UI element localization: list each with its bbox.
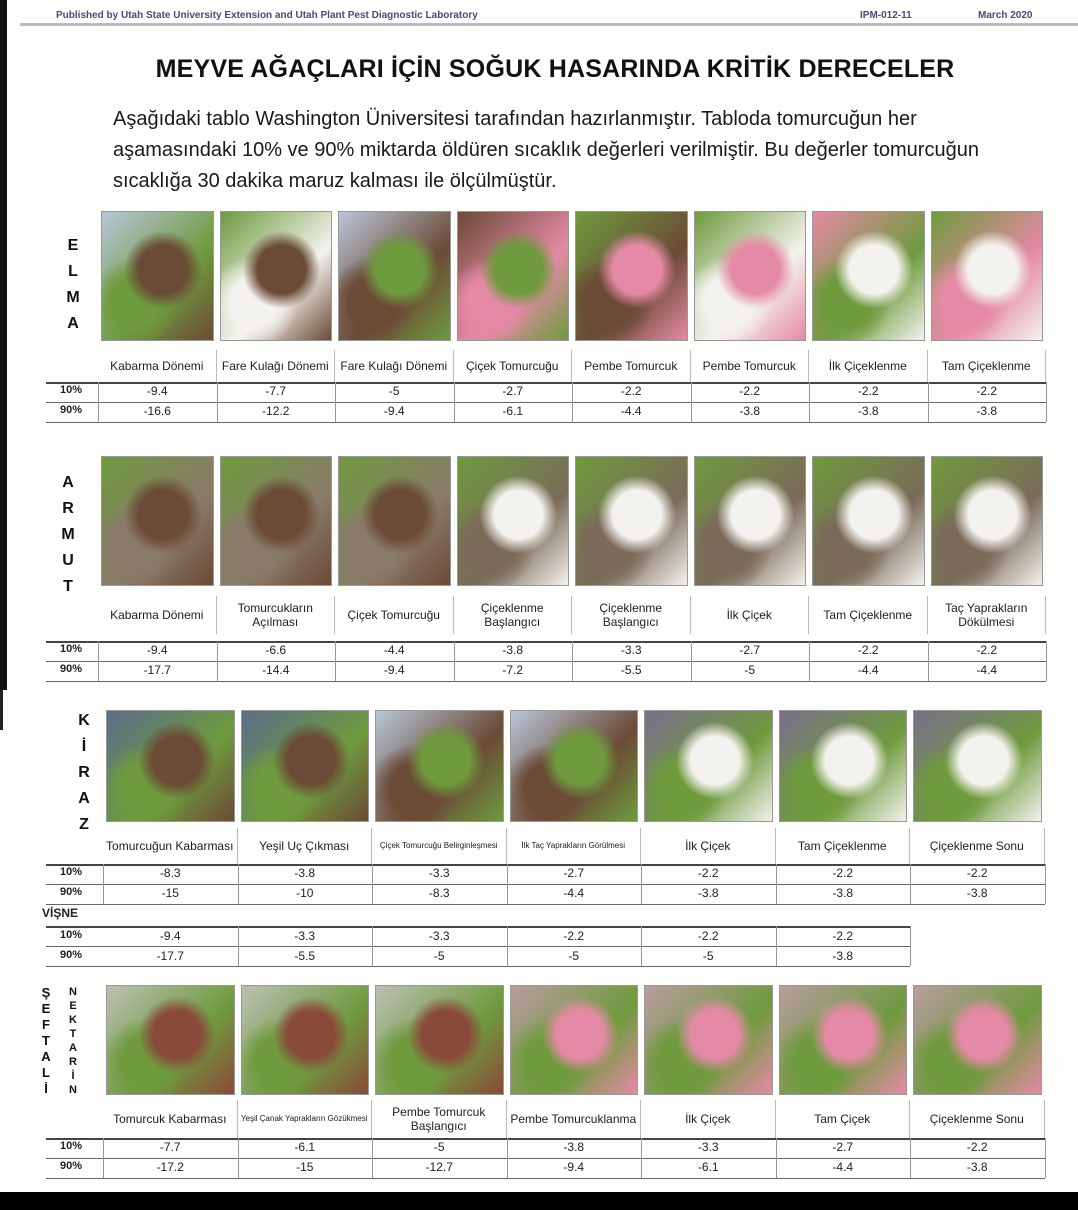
temperature-value: -3.8 <box>976 404 998 418</box>
stage-photo <box>931 211 1044 341</box>
temperature-value: -5 <box>433 949 445 963</box>
percent-label: 10% <box>60 384 83 396</box>
stage-caption: Yeşil Uç Çıkması <box>238 828 373 864</box>
stage-photo <box>644 710 773 822</box>
publication-header <box>20 0 1078 26</box>
temperature-value: -2.7 <box>563 866 585 880</box>
stage-caption: Fare Kulağı Dönemi <box>335 350 454 382</box>
stage-photo <box>644 985 773 1095</box>
stage-photo <box>694 456 807 586</box>
stage-caption: Çiçeklenme Sonu <box>910 828 1045 864</box>
temperature-value: -2.2 <box>563 929 585 943</box>
temperature-value: -5 <box>744 663 756 677</box>
temperature-value: -8.3 <box>428 886 450 900</box>
stage-photo <box>220 456 333 586</box>
table-rule <box>46 1158 1045 1159</box>
temperature-value: -6.1 <box>697 1160 719 1174</box>
page-title: MEYVE AĞAÇLARI İÇİN SOĞUK HASARINDA KRİTİK DERECELER <box>155 55 955 83</box>
stage-caption: Pembe Tomurcuk <box>691 350 810 382</box>
temperature-value: -4.4 <box>857 663 879 677</box>
temperature-value: -7.7 <box>265 384 287 398</box>
section-label: Ş E F T A L İ <box>41 985 51 1096</box>
temperature-value: -2.2 <box>976 643 998 657</box>
temperature-value: -16.6 <box>143 404 171 418</box>
temperature-value: -3.8 <box>832 886 854 900</box>
temperature-value: -12.7 <box>425 1160 453 1174</box>
temperature-value: -2.2 <box>966 866 988 880</box>
percent-label: 10% <box>60 929 83 941</box>
table-divider <box>1045 884 1046 904</box>
temperature-value: -8.3 <box>159 866 181 880</box>
intro-paragraph: Aşağıdaki tablo Washington Üniversitesi tarafından hazırlanmıştır. Tabloda tomurcuğun her aşamasındaki 10% ve 90% miktarda öldüren sıcaklık değerleri verilmiştir. Bu değerler tomurcuğun sıcaklığa 30 dakika maruz kalması ile ölçülmüştür. <box>113 108 979 192</box>
stage-photo <box>457 456 570 586</box>
stage-photo <box>510 985 639 1095</box>
stage-photo <box>375 710 504 822</box>
table-divider <box>1045 864 1046 884</box>
stage-caption: Pembe Tomurcuk <box>572 350 691 382</box>
temperature-value: -9.4 <box>563 1160 585 1174</box>
table-rule <box>46 422 1046 423</box>
percent-label: 90% <box>60 949 83 961</box>
temperature-value: -2.2 <box>697 929 719 943</box>
percent-label: 10% <box>60 643 83 655</box>
temperature-value: -3.8 <box>966 886 988 900</box>
stage-photo <box>220 211 333 341</box>
temperature-value: -2.2 <box>857 384 879 398</box>
percent-label: 10% <box>60 866 83 878</box>
table-divider <box>910 946 911 966</box>
temperature-value: -17.2 <box>156 1160 184 1174</box>
scan-bottom-edge <box>0 1192 1078 1210</box>
stage-photo <box>812 456 925 586</box>
temperature-value: -2.2 <box>697 866 719 880</box>
stage-photo <box>694 211 807 341</box>
temperature-value: -3.8 <box>294 866 316 880</box>
stage-photo <box>913 710 1042 822</box>
stage-caption: İlk Taç Yaprakların Görülmesi <box>507 828 642 864</box>
temperature-value: -9.4 <box>146 384 168 398</box>
temperature-value: -2.7 <box>502 384 524 398</box>
temperature-value: -2.2 <box>857 643 879 657</box>
table-rule <box>46 926 910 928</box>
temperature-value: -3.8 <box>832 949 854 963</box>
stage-photo <box>913 985 1042 1095</box>
temperature-value: -7.2 <box>502 663 524 677</box>
temperature-value: -5.5 <box>294 949 316 963</box>
temperature-value: -5 <box>433 1140 445 1154</box>
stage-caption: Çiçek Tomurcuğu <box>335 596 454 634</box>
table-rule <box>46 681 1046 682</box>
stage-caption: Pembe Tomurcuklanma <box>507 1100 642 1138</box>
temperature-value: -2.2 <box>832 929 854 943</box>
stage-photo <box>931 456 1044 586</box>
stage-photo <box>106 710 235 822</box>
section-label: E L M A <box>66 237 80 332</box>
stage-photo <box>812 211 925 341</box>
table-divider <box>1046 641 1047 661</box>
percent-label: 90% <box>60 886 83 898</box>
table-rule <box>46 884 1045 885</box>
temperature-value: -2.2 <box>620 384 642 398</box>
table-divider <box>1046 661 1047 681</box>
temperature-value: -9.4 <box>146 643 168 657</box>
temperature-value: -3.8 <box>857 404 879 418</box>
temperature-value: -6.1 <box>294 1140 316 1154</box>
sub-section-label: VİŞNE <box>42 906 79 920</box>
stage-photo <box>241 710 370 822</box>
scan-edge-lower <box>0 690 3 730</box>
temperature-value: -15 <box>296 1160 314 1174</box>
stage-photo <box>575 456 688 586</box>
table-rule <box>46 966 910 967</box>
temperature-value: -17.7 <box>143 663 171 677</box>
temperature-value: -2.7 <box>739 643 761 657</box>
section-label: K İ R A Z <box>78 712 90 833</box>
stage-caption: Kabarma Dönemi <box>98 596 217 634</box>
temperature-value: -3.3 <box>294 929 316 943</box>
temperature-value: -3.3 <box>697 1140 719 1154</box>
table-divider <box>1045 1158 1046 1178</box>
temperature-value: -3.8 <box>563 1140 585 1154</box>
publisher-text: Published by Utah State University Extension and Utah Plant Pest Diagnostic Laboratory <box>56 10 478 21</box>
temperature-value: -14.4 <box>262 663 290 677</box>
temperature-value: -12.2 <box>262 404 290 418</box>
stage-caption: Çiçek Tomurcuğu <box>454 350 573 382</box>
stage-photo <box>575 211 688 341</box>
temperature-value: -10 <box>296 886 314 900</box>
temperature-value: -2.2 <box>832 866 854 880</box>
stage-caption: Tam Çiçeklenme <box>776 828 911 864</box>
temperature-value: -2.7 <box>832 1140 854 1154</box>
stage-caption: Kabarma Dönemi <box>98 350 217 382</box>
stage-caption: Taç Yaprakların Dökülmesi <box>928 596 1047 634</box>
temperature-value: -5.5 <box>620 663 642 677</box>
stage-photo <box>779 710 908 822</box>
temperature-value: -4.4 <box>832 1160 854 1174</box>
stage-caption: Çiçek Tomurcuğu Belirginleşmesi <box>372 828 507 864</box>
temperature-value: -3.8 <box>697 886 719 900</box>
temperature-value: -2.2 <box>966 1140 988 1154</box>
temperature-value: -15 <box>161 886 179 900</box>
stage-caption: Pembe Tomurcuk Başlangıcı <box>372 1100 507 1138</box>
temperature-value: -3.8 <box>502 643 524 657</box>
document-code: IPM-012-11 <box>860 10 912 21</box>
stage-caption: Çiçeklenme Sonu <box>910 1100 1045 1138</box>
table-divider <box>910 926 911 946</box>
stage-caption: Tam Çiçek <box>776 1100 911 1138</box>
stage-photo <box>338 211 451 341</box>
stage-caption: İlk Çiçek <box>641 828 776 864</box>
publication-date: March 2020 <box>978 10 1033 21</box>
temperature-value: -3.3 <box>428 866 450 880</box>
table-rule <box>46 402 1046 403</box>
temperature-value: -6.1 <box>502 404 524 418</box>
percent-label: 90% <box>60 663 83 675</box>
temperature-value: -3.3 <box>620 643 642 657</box>
temperature-value: -9.4 <box>383 404 405 418</box>
stage-photo <box>101 211 214 341</box>
temperature-value: -2.2 <box>976 384 998 398</box>
stage-caption: Tam Çiçeklenme <box>928 350 1047 382</box>
percent-label: 10% <box>60 1140 83 1152</box>
temperature-value: -5 <box>568 949 580 963</box>
percent-label: 90% <box>60 1160 83 1172</box>
stage-caption: Çiçeklenme Başlangıcı <box>454 596 573 634</box>
temperature-value: -9.4 <box>159 929 181 943</box>
temperature-value: -5 <box>388 384 400 398</box>
table-rule <box>46 946 910 947</box>
temperature-value: -4.4 <box>976 663 998 677</box>
temperature-value: -6.6 <box>265 643 287 657</box>
stage-caption: İlk Çiçeklenme <box>809 350 928 382</box>
temperature-value: -4.4 <box>620 404 642 418</box>
temperature-value: -4.4 <box>563 886 585 900</box>
stage-photo <box>375 985 504 1095</box>
stage-photo <box>779 985 908 1095</box>
stage-caption: Fare Kulağı Dönemi <box>217 350 336 382</box>
stage-photo <box>510 710 639 822</box>
table-divider <box>1045 1138 1046 1158</box>
table-rule <box>46 661 1046 662</box>
stage-caption: Çiçeklenme Başlangıcı <box>572 596 691 634</box>
stage-caption: Tomurcuğun Kabarması <box>103 828 238 864</box>
temperature-value: -5 <box>702 949 714 963</box>
stage-caption: Tomurcukların Açılması <box>217 596 336 634</box>
stage-photo <box>101 456 214 586</box>
temperature-value: -2.2 <box>739 384 761 398</box>
table-divider <box>1046 382 1047 402</box>
section-label: A R M U T <box>61 474 75 595</box>
stage-caption: Yeşil Çanak Yaprakların Gözükmesi <box>238 1100 373 1138</box>
table-rule <box>46 1178 1045 1179</box>
percent-label: 90% <box>60 404 83 416</box>
stage-photo <box>106 985 235 1095</box>
stage-caption: Tomurcuk Kabarması <box>103 1100 238 1138</box>
temperature-value: -3.3 <box>428 929 450 943</box>
stage-caption: Tam Çiçeklenme <box>809 596 928 634</box>
stage-photo <box>338 456 451 586</box>
stage-caption: İlk Çiçek <box>691 596 810 634</box>
temperature-value: -9.4 <box>383 663 405 677</box>
stage-photo <box>241 985 370 1095</box>
stage-caption: İlk Çiçek <box>641 1100 776 1138</box>
temperature-value: -4.4 <box>383 643 405 657</box>
temperature-value: -17.7 <box>156 949 184 963</box>
section-label-2: N E K T A R İ N <box>69 986 77 1096</box>
stage-photo <box>457 211 570 341</box>
temperature-value: -7.7 <box>159 1140 181 1154</box>
temperature-value: -3.8 <box>739 404 761 418</box>
table-divider <box>1046 402 1047 422</box>
temperature-value: -3.8 <box>966 1160 988 1174</box>
scan-edge <box>0 0 7 690</box>
table-rule <box>46 904 1045 905</box>
